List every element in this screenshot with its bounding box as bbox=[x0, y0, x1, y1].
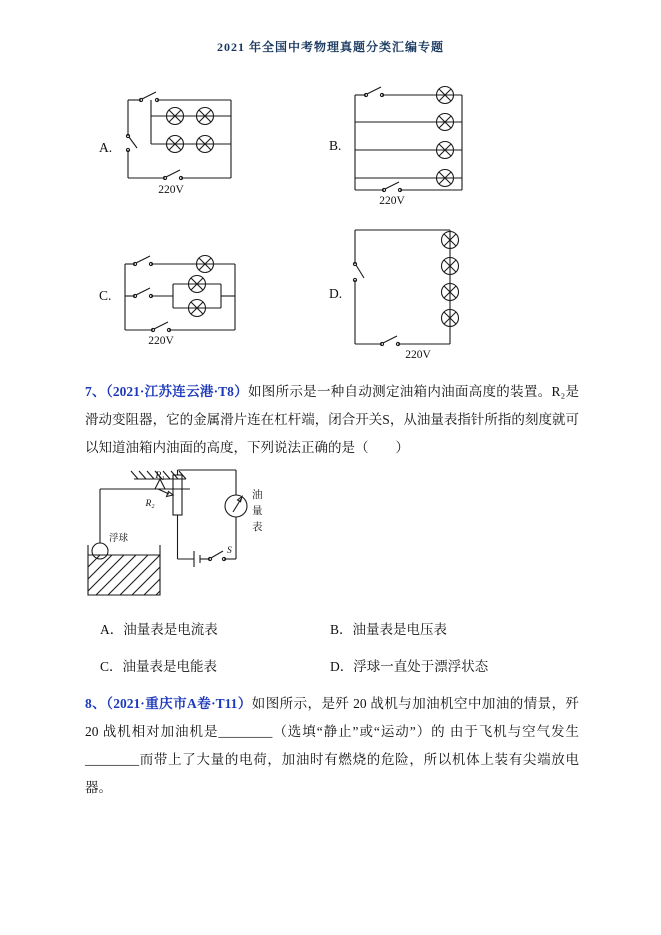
question-8-tag: 8、（2021·重庆市A卷·T11） bbox=[85, 696, 252, 711]
switch-icon bbox=[133, 256, 152, 266]
gauge-label-char: 表 bbox=[252, 522, 263, 533]
option-d: D．浮球一直处于漂浮状态 bbox=[330, 659, 489, 674]
gauge-label-char: 量 bbox=[252, 506, 263, 517]
question-7-tag: 7、（2021·江苏连云港·T8） bbox=[85, 384, 248, 399]
question-7-figure bbox=[84, 467, 279, 607]
float-ball bbox=[92, 543, 108, 559]
circuit-option-label-c: C. bbox=[99, 288, 112, 303]
switch-icon bbox=[126, 134, 137, 151]
circuit-diagram-b bbox=[340, 80, 475, 210]
option-b: B．油量表是电压表 bbox=[330, 622, 448, 637]
tank bbox=[88, 545, 160, 595]
r1-label: R₁ bbox=[155, 471, 165, 481]
question-8-text: 如图所示，是歼 20 战机与加油机空中加油的情景，歼 20 战机相对加油机是________（选填“静止”或“运动”）的 由于飞机与空气发生________而带上了大量的电荷，加油时有燃烧的危险，所以机体上装有尖端放电器。 bbox=[85, 696, 579, 795]
supply-terminals-icon bbox=[380, 336, 399, 346]
question-7-text: 如图所示是一种自动测定油箱内油面高度的装置。R₂是滑动变阻器，它的金属滑片连在杠杆端，闭合开关S，从油量表指针所指的刻度就可以知道油箱内油面的高度，下列说法正确的是（ ） bbox=[85, 384, 579, 455]
circuit-wires bbox=[125, 264, 235, 330]
switch-icon bbox=[139, 92, 158, 102]
fuel-gauge-meter bbox=[225, 495, 247, 517]
circuit-wires bbox=[355, 95, 462, 190]
switch-s-label: S bbox=[227, 546, 232, 556]
question-8 bbox=[85, 690, 579, 802]
supply-terminals-icon bbox=[163, 170, 182, 180]
circuit-option-label-d: D. bbox=[329, 286, 343, 301]
switch-icon bbox=[133, 288, 152, 298]
resistor-r1 bbox=[173, 475, 182, 515]
battery-icon bbox=[194, 551, 200, 567]
circuit-diagram-d bbox=[340, 222, 475, 364]
page-title: 2021 年全国中考物理真题分类汇编专题 bbox=[216, 40, 444, 54]
voltage-label: 220V bbox=[148, 335, 174, 347]
r2-label: R₂ bbox=[145, 499, 155, 509]
circuit-option-label-a: A. bbox=[99, 140, 113, 155]
circuit-diagram-c bbox=[113, 250, 248, 350]
switch-icon bbox=[353, 262, 364, 281]
slider-arrow-icon bbox=[158, 489, 173, 497]
option-c: C．油量表是电能表 bbox=[100, 659, 218, 674]
switch-icon bbox=[208, 551, 225, 561]
supply-terminals-icon bbox=[382, 182, 401, 192]
circuit-wires bbox=[355, 230, 450, 344]
switch-icon bbox=[364, 87, 383, 97]
voltage-label: 220V bbox=[158, 184, 184, 196]
meter-needle-icon bbox=[233, 497, 242, 513]
voltage-label: 220V bbox=[379, 195, 405, 207]
float-label: 浮球 bbox=[109, 534, 129, 544]
supply-terminals-icon bbox=[151, 322, 170, 332]
voltage-label: 220V bbox=[405, 349, 431, 361]
gauge-label-char: 油 bbox=[252, 490, 263, 501]
circuit-option-label-b: B. bbox=[329, 138, 342, 153]
question-7 bbox=[85, 378, 579, 462]
circuit-diagram-a bbox=[113, 90, 248, 196]
option-a: A．油量表是电流表 bbox=[100, 622, 218, 637]
